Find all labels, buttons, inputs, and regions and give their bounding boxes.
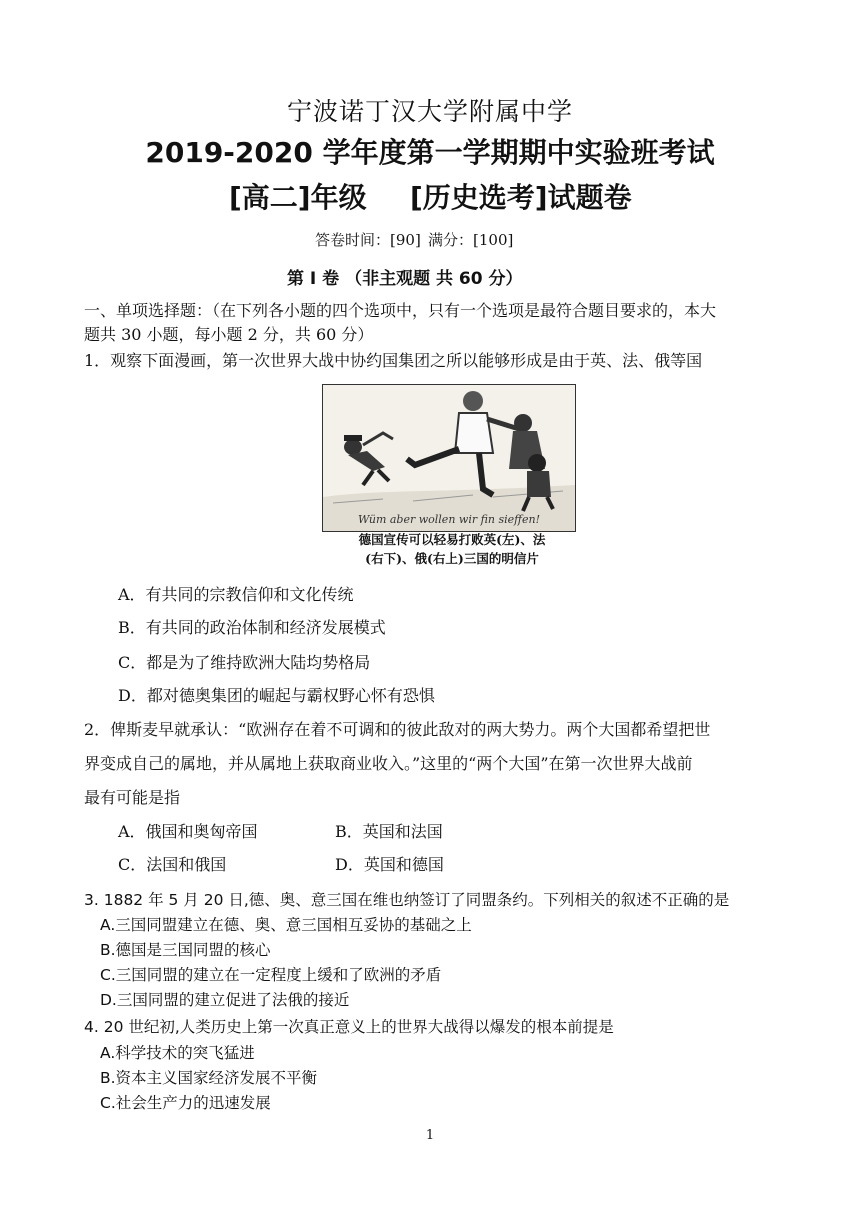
question-1-option-c[interactable]: C．都是为了维持欧洲大陆均势格局 xyxy=(118,653,371,672)
image-caption-line1: 德国宣传可以轻易打败英(左)、法 xyxy=(358,532,546,547)
question-1-option-d[interactable]: D．都对德奥集团的崛起与霸权野心怀有恐惧 xyxy=(118,686,435,705)
score-label: 满分：[100] xyxy=(428,231,514,249)
question-4-option-a[interactable]: A.科学技术的突飞猛进 xyxy=(100,1044,255,1062)
school-name: 宁波诺丁汉大学附属中学 xyxy=(286,97,573,126)
question-3-option-d[interactable]: D.三国同盟的建立促进了法俄的接近 xyxy=(100,991,350,1009)
exam-title: 2019-2020 学年度第一学期期中实验班考试 xyxy=(145,136,715,169)
question-2-option-d[interactable]: D．英国和德国 xyxy=(335,855,444,874)
question-4-option-b[interactable]: B.资本主义国家经济发展不平衡 xyxy=(100,1069,318,1087)
question-2-stem-cont: 界变成自己的属地，并从属地上获取商业收入。”这里的“两个大国”在第一次世界大战前 xyxy=(84,754,693,773)
cartoon-handwriting: Wüm aber wollen wir fin sieffen! xyxy=(358,513,540,526)
question-4-stem: 4. 20 世纪初,人类历史上第一次真正意义上的世界大战得以爆发的根本前提是 xyxy=(84,1018,614,1036)
cartoon-image xyxy=(322,384,576,532)
question-3-stem: 3. 1882 年 5 月 20 日,德、奥、意三国在维也纳签订了同盟条约。下列相关的叙述不正确的是 xyxy=(84,891,730,909)
question-3-option-b[interactable]: B.德国是三国同盟的核心 xyxy=(100,941,271,959)
section-instructions: 一、单项选择题：（在下列各小题的四个选项中，只有一个选项是最符合题目要求的，本大 xyxy=(84,301,717,320)
section-title: 第 Ⅰ 卷 （非主观题 共 60 分） xyxy=(287,269,523,289)
cartoon-illustration xyxy=(323,385,575,531)
page-number: 1 xyxy=(425,1128,435,1143)
question-1-stem: 1．观察下面漫画，第一次世界大战中协约国集团之所以能够形成是由于英、法、俄等国 xyxy=(84,351,703,370)
question-3-option-a[interactable]: A.三国同盟建立在德、奥、意三国相互妥协的基础之上 xyxy=(100,916,472,934)
grade-label: [高二]年级 xyxy=(229,181,367,214)
subject-label: [历史选考]试题卷 xyxy=(410,181,632,214)
question-2-stem-cont2: 最有可能是指 xyxy=(84,788,181,807)
section-instructions-cont: 题共 30 小题，每小题 2 分，共 60 分） xyxy=(84,325,374,344)
question-2-option-c[interactable]: C．法国和俄国 xyxy=(118,855,227,874)
question-2-option-a[interactable]: A．俄国和奥匈帝国 xyxy=(118,822,258,841)
question-1-option-b[interactable]: B．有共同的政治体制和经济发展模式 xyxy=(118,618,386,637)
question-3-option-c[interactable]: C.三国同盟的建立在一定程度上缓和了欧洲的矛盾 xyxy=(100,966,442,984)
question-1-option-a[interactable]: A．有共同的宗教信仰和文化传统 xyxy=(118,585,354,604)
question-2-stem: 2．俾斯麦早就承认：“欧洲存在着不可调和的彼此敌对的两大势力。两个大国都希望把世 xyxy=(84,720,711,739)
image-caption-line2: (右下)、俄(右上)三国的明信片 xyxy=(365,551,539,566)
question-2-option-b[interactable]: B．英国和法国 xyxy=(335,822,443,841)
question-4-option-c[interactable]: C.社会生产力的迅速发展 xyxy=(100,1094,271,1112)
time-label: 答卷时间：[90] xyxy=(315,231,421,249)
